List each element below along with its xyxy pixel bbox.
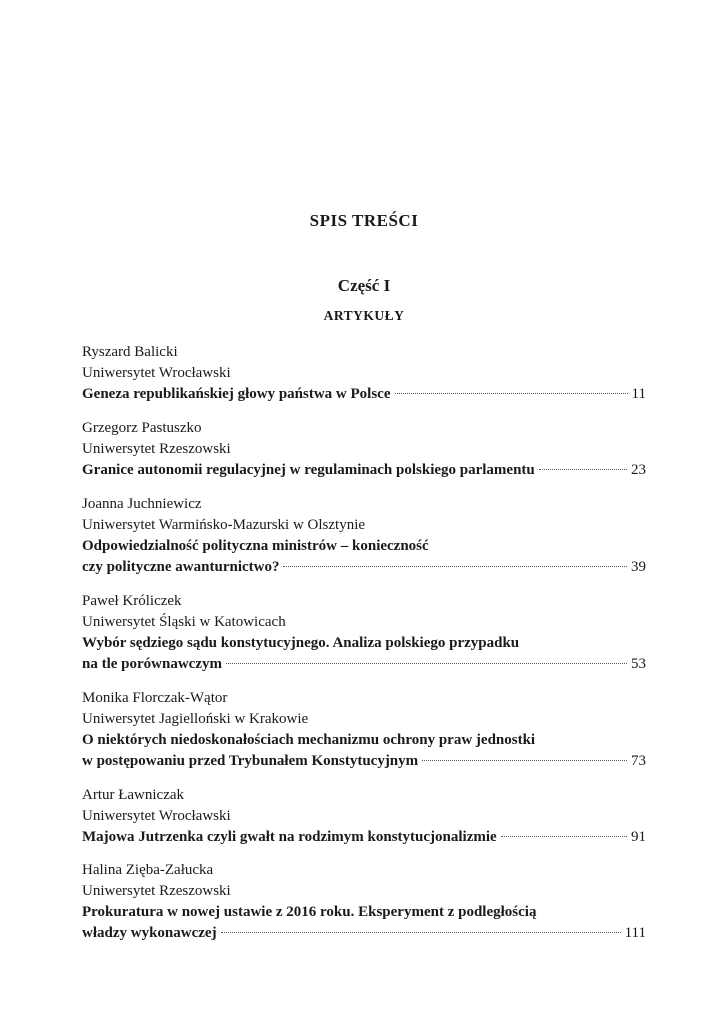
entry-affiliation: Uniwersytet Rzeszowski: [82, 441, 231, 457]
entry-author: Grzegorz Pastuszko: [82, 420, 202, 436]
dot-leader: [221, 932, 621, 933]
entry-title-row[interactable]: [82, 923, 646, 944]
dot-leader: [539, 469, 627, 470]
entry-title: Wybór sędziego sądu konstytucyjnego. Analiza polskiego przypadku: [82, 635, 520, 651]
toc-entry: [82, 418, 646, 481]
entry-affiliation: Uniwersytet Warmińsko-Mazurski w Olsztynie: [82, 517, 366, 533]
entry-title-row[interactable]: [82, 751, 646, 772]
entry-author: Paweł Króliczek: [82, 593, 182, 609]
page-number: 53: [631, 656, 646, 672]
entry-title: Majowa Jutrzenka czyli gwałt na rodzimym konstytucjonalizmie: [82, 829, 497, 845]
entry-title: Odpowiedzialność polityczna ministrów – konieczność: [82, 538, 429, 554]
toc-entry: [82, 494, 646, 578]
entry-author: Ryszard Balicki: [82, 344, 178, 360]
toc-entry: [82, 688, 646, 772]
page-number: 23: [631, 462, 646, 478]
entry-affiliation: Uniwersytet Rzeszowski: [82, 883, 231, 899]
page-number: 39: [631, 559, 646, 575]
entry-title: O niektórych niedoskonałościach mechanizmu ochrony praw jednostki: [82, 732, 536, 748]
dot-leader: [283, 566, 627, 567]
toc-entry: [82, 860, 646, 944]
toc-title: SPIS TREŚCI: [309, 211, 419, 230]
entry-affiliation: Uniwersytet Śląski w Katowicach: [82, 614, 286, 630]
page-number: 111: [624, 925, 646, 941]
toc-entry: [82, 785, 646, 848]
part-title: Część I: [337, 276, 391, 295]
entry-title: Prokuratura w nowej ustawie z 2016 roku. Eksperyment z podległością: [82, 904, 537, 920]
entry-title-row[interactable]: [82, 827, 646, 848]
entry-author: Halina Zięba-Załucka: [82, 862, 214, 878]
page-number: 73: [631, 753, 646, 769]
dot-leader: [226, 663, 627, 664]
toc-entry: [82, 591, 646, 675]
entry-affiliation: Uniwersytet Jagielloński w Krakowie: [82, 711, 309, 727]
entry-author: Monika Florczak-Wątor: [82, 690, 228, 706]
toc-entry: [82, 342, 646, 405]
entry-title-row[interactable]: [82, 384, 646, 405]
entry-title-continuation: czy polityczne awanturnictwo?: [82, 559, 280, 575]
dot-leader: [395, 393, 628, 394]
entry-title-row[interactable]: [82, 654, 646, 675]
entry-title-row[interactable]: [82, 460, 646, 481]
page-number: 91: [631, 829, 646, 845]
entry-title-continuation: w postępowaniu przed Trybunałem Konstytucyjnym: [82, 753, 419, 769]
page-number: 11: [631, 386, 646, 402]
entry-author: Joanna Juchniewicz: [82, 496, 202, 512]
entry-author: Artur Ławniczak: [82, 787, 185, 803]
entry-title-continuation: władzy wykonawczej: [82, 925, 217, 941]
section-title: ARTYKUŁY: [323, 308, 405, 323]
entry-title: Granice autonomii regulacyjnej w regulaminach polskiego parlamentu: [82, 462, 535, 478]
entry-title-continuation: na tle porównawczym: [82, 656, 222, 672]
dot-leader: [501, 836, 627, 837]
entry-affiliation: Uniwersytet Wrocławski: [82, 365, 231, 381]
entry-affiliation: Uniwersytet Wrocławski: [82, 808, 231, 824]
dot-leader: [422, 760, 627, 761]
entry-title-row[interactable]: [82, 557, 646, 578]
entry-title: Geneza republikańskiej głowy państwa w Polsce: [82, 386, 391, 402]
